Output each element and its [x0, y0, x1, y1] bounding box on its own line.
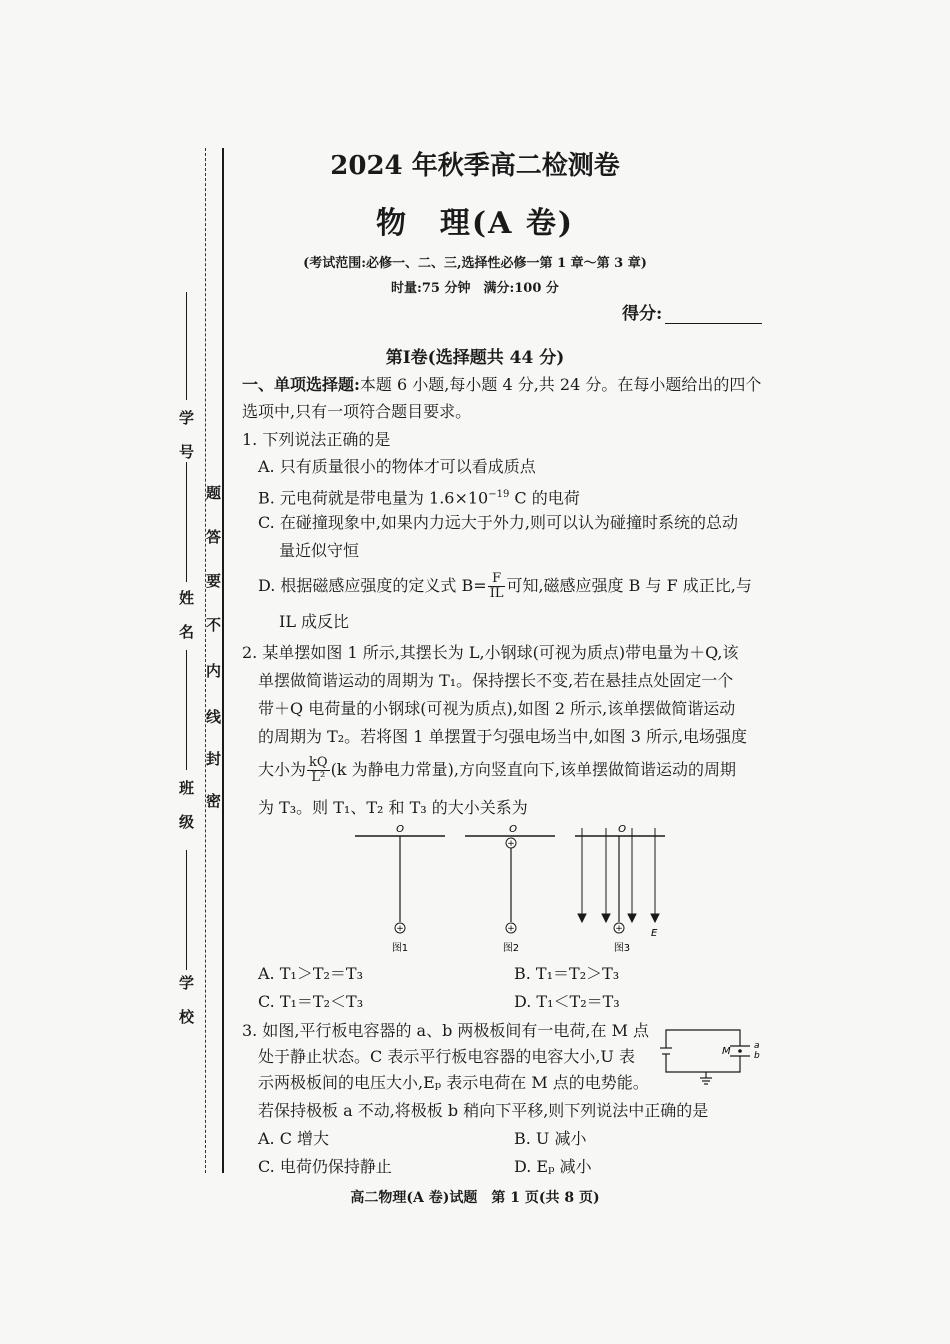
q1-option-b: [258, 485, 580, 508]
q1-option-d-post: 可知,磁感应强度 B 与 F 成正比,与: [506, 576, 752, 595]
fig2-ball-plus: +: [507, 924, 515, 934]
fig2-caption: 图2: [502, 943, 520, 954]
q2-option-d: D. T₁＜T₂＝T₃: [514, 992, 620, 1011]
fig2-point-o: O: [509, 824, 517, 835]
q2-line-4: 的周期为 T₂。若将图 1 单摆置于匀强电场当中,如图 3 所示,电场强度: [258, 727, 748, 746]
school-label: 学 校: [177, 975, 195, 1026]
q2-line-3: 带＋Q 电荷量的小钢球(可视为质点),如图 2 所示,该单摆做简谐运动: [258, 699, 736, 718]
seal-char-5: 不: [206, 616, 222, 634]
name-label: 姓 名: [177, 590, 195, 641]
seal-char-7: 答: [206, 528, 222, 546]
q1-fraction-den: IL: [489, 586, 504, 601]
seal-char-8: 题: [206, 484, 222, 502]
fig3-caption: 图3: [613, 943, 631, 954]
fig3-ball-plus: +: [615, 924, 623, 934]
seal-char-4: 内: [206, 662, 222, 680]
fig3-point-o: O: [618, 824, 626, 835]
volume-title: 第Ⅰ卷(选择题共 44 分): [385, 348, 565, 368]
fig2-fixed-plus: +: [507, 839, 515, 849]
q1-option-a: A. 只有质量很小的物体才可以看成质点: [258, 457, 536, 476]
seal-char-3: 线: [206, 708, 222, 726]
q2-line-5-post: (k 为静电力常量),方向竖直向下,该单摆做简谐运动的周期: [330, 760, 737, 779]
q1-fraction: [488, 572, 506, 601]
time-and-score: 时量:75 分钟 满分:100 分: [391, 281, 559, 296]
q3-line-1: 3. 如图,平行板电容器的 a、b 两极板间有一电荷,在 M 点: [242, 1021, 650, 1040]
q3-option-a: A. C 增大: [258, 1129, 330, 1148]
fig1-ball-plus: +: [396, 924, 404, 934]
exam-title: 2024 年秋季高二检测卷: [330, 151, 620, 181]
charge-at-m: [738, 1049, 742, 1053]
fig1-point-o: O: [396, 824, 404, 835]
q2-option-a: A. T₁＞T₂＝T₃: [258, 964, 363, 983]
binding-solid-line: [222, 148, 224, 1173]
exam-scope: (考试范围:必修一、二、三,选择性必修一第 1 章～第 3 章): [303, 256, 647, 271]
q2-option-c: C. T₁＝T₂＜T₃: [258, 992, 364, 1011]
q2-line-1: 2. 某单摆如图 1 所示,其摆长为 L,小钢球(可视为质点)带电量为＋Q,该: [242, 643, 739, 662]
label-m: M: [722, 1046, 731, 1057]
seal-char-2: 封: [206, 750, 222, 768]
q2-line-6: 为 T₃。则 T₁、T₂ 和 T₃ 的大小关系为: [258, 798, 528, 817]
q1-option-b-post: C 的电荷: [509, 488, 580, 508]
q1-option-d: [258, 572, 752, 601]
q1-option-c-line-2: 量近似守恒: [279, 541, 360, 560]
capacitor-circuit: [658, 1024, 768, 1086]
part-desc-1: 本题 6 小题,每小题 4 分,共 24 分。在每小题给出的四个: [359, 375, 762, 394]
q1-option-b-pre: B. 元电荷就是带电量为 1.6×10: [258, 488, 489, 508]
q2-fraction-den: L²: [311, 770, 326, 785]
q3-option-b: B. U 减小: [514, 1129, 587, 1148]
fig3-field-label: E: [651, 928, 658, 939]
school-field-line: [186, 850, 187, 970]
q3-option-d: D. Eₚ 减小: [514, 1157, 592, 1176]
student-number-label: 学 号: [177, 410, 195, 461]
q1-option-d-pre: D. 根据磁感应强度的定义式 B=: [258, 576, 487, 595]
q2-line-5-pre: 大小为: [258, 760, 307, 779]
q3-line-2: 处于静止状态。C 表示平行板电容器的电容大小,U 表: [258, 1047, 635, 1066]
q3-option-c: C. 电荷仍保持静止: [258, 1157, 392, 1176]
class-field-line: [186, 650, 187, 770]
score-blank[interactable]: [665, 323, 762, 324]
class-label: 班 级: [177, 780, 195, 831]
q2-fraction: [307, 756, 330, 785]
q2-option-b: B. T₁＝T₂＞T₃: [514, 964, 620, 983]
q3-line-3: 示两极板间的电压大小,Eₚ 表示电荷在 M 点的电势能。: [258, 1073, 649, 1092]
q1-fraction-num: F: [488, 572, 506, 587]
q2-line-5: [258, 756, 736, 785]
q3-line-4: 若保持极板 a 不动,将极板 b 稍向下平移,则下列说法中正确的是: [258, 1101, 709, 1120]
label-a: a: [754, 1041, 760, 1051]
q1-stem: 1. 下列说法正确的是: [242, 430, 391, 449]
q1-option-c-line-1: C. 在碰撞现象中,如果内力远大于外力,则可以认为碰撞时系统的总动: [258, 513, 739, 532]
q1-option-d-line-2: IL 成反比: [279, 612, 350, 631]
seal-char-6: 要: [206, 572, 222, 590]
seal-char-1: 密: [206, 792, 222, 810]
label-b: b: [754, 1051, 760, 1061]
subject-title: 物 理(A 卷): [375, 206, 575, 241]
q2-fraction-num: kQ: [309, 755, 328, 770]
part-desc-2: 选项中,只有一项符合题目要求。: [242, 402, 472, 421]
name-field-line: [186, 462, 187, 582]
fig1-caption: 图1: [391, 943, 409, 954]
q2-line-2: 单摆做简谐运动的周期为 T₁。保持摆长不变,若在悬挂点处固定一个: [258, 671, 734, 690]
q1-option-b-exp: −19: [488, 489, 510, 500]
pendulum-figures: [350, 820, 670, 960]
part-heading-line-1: [242, 375, 761, 395]
page-footer: 高二物理(A 卷)试题 第 1 页(共 8 页): [350, 1190, 600, 1206]
part-heading: 一、单项选择题:: [242, 375, 360, 394]
score-label: 得分:: [622, 304, 663, 324]
